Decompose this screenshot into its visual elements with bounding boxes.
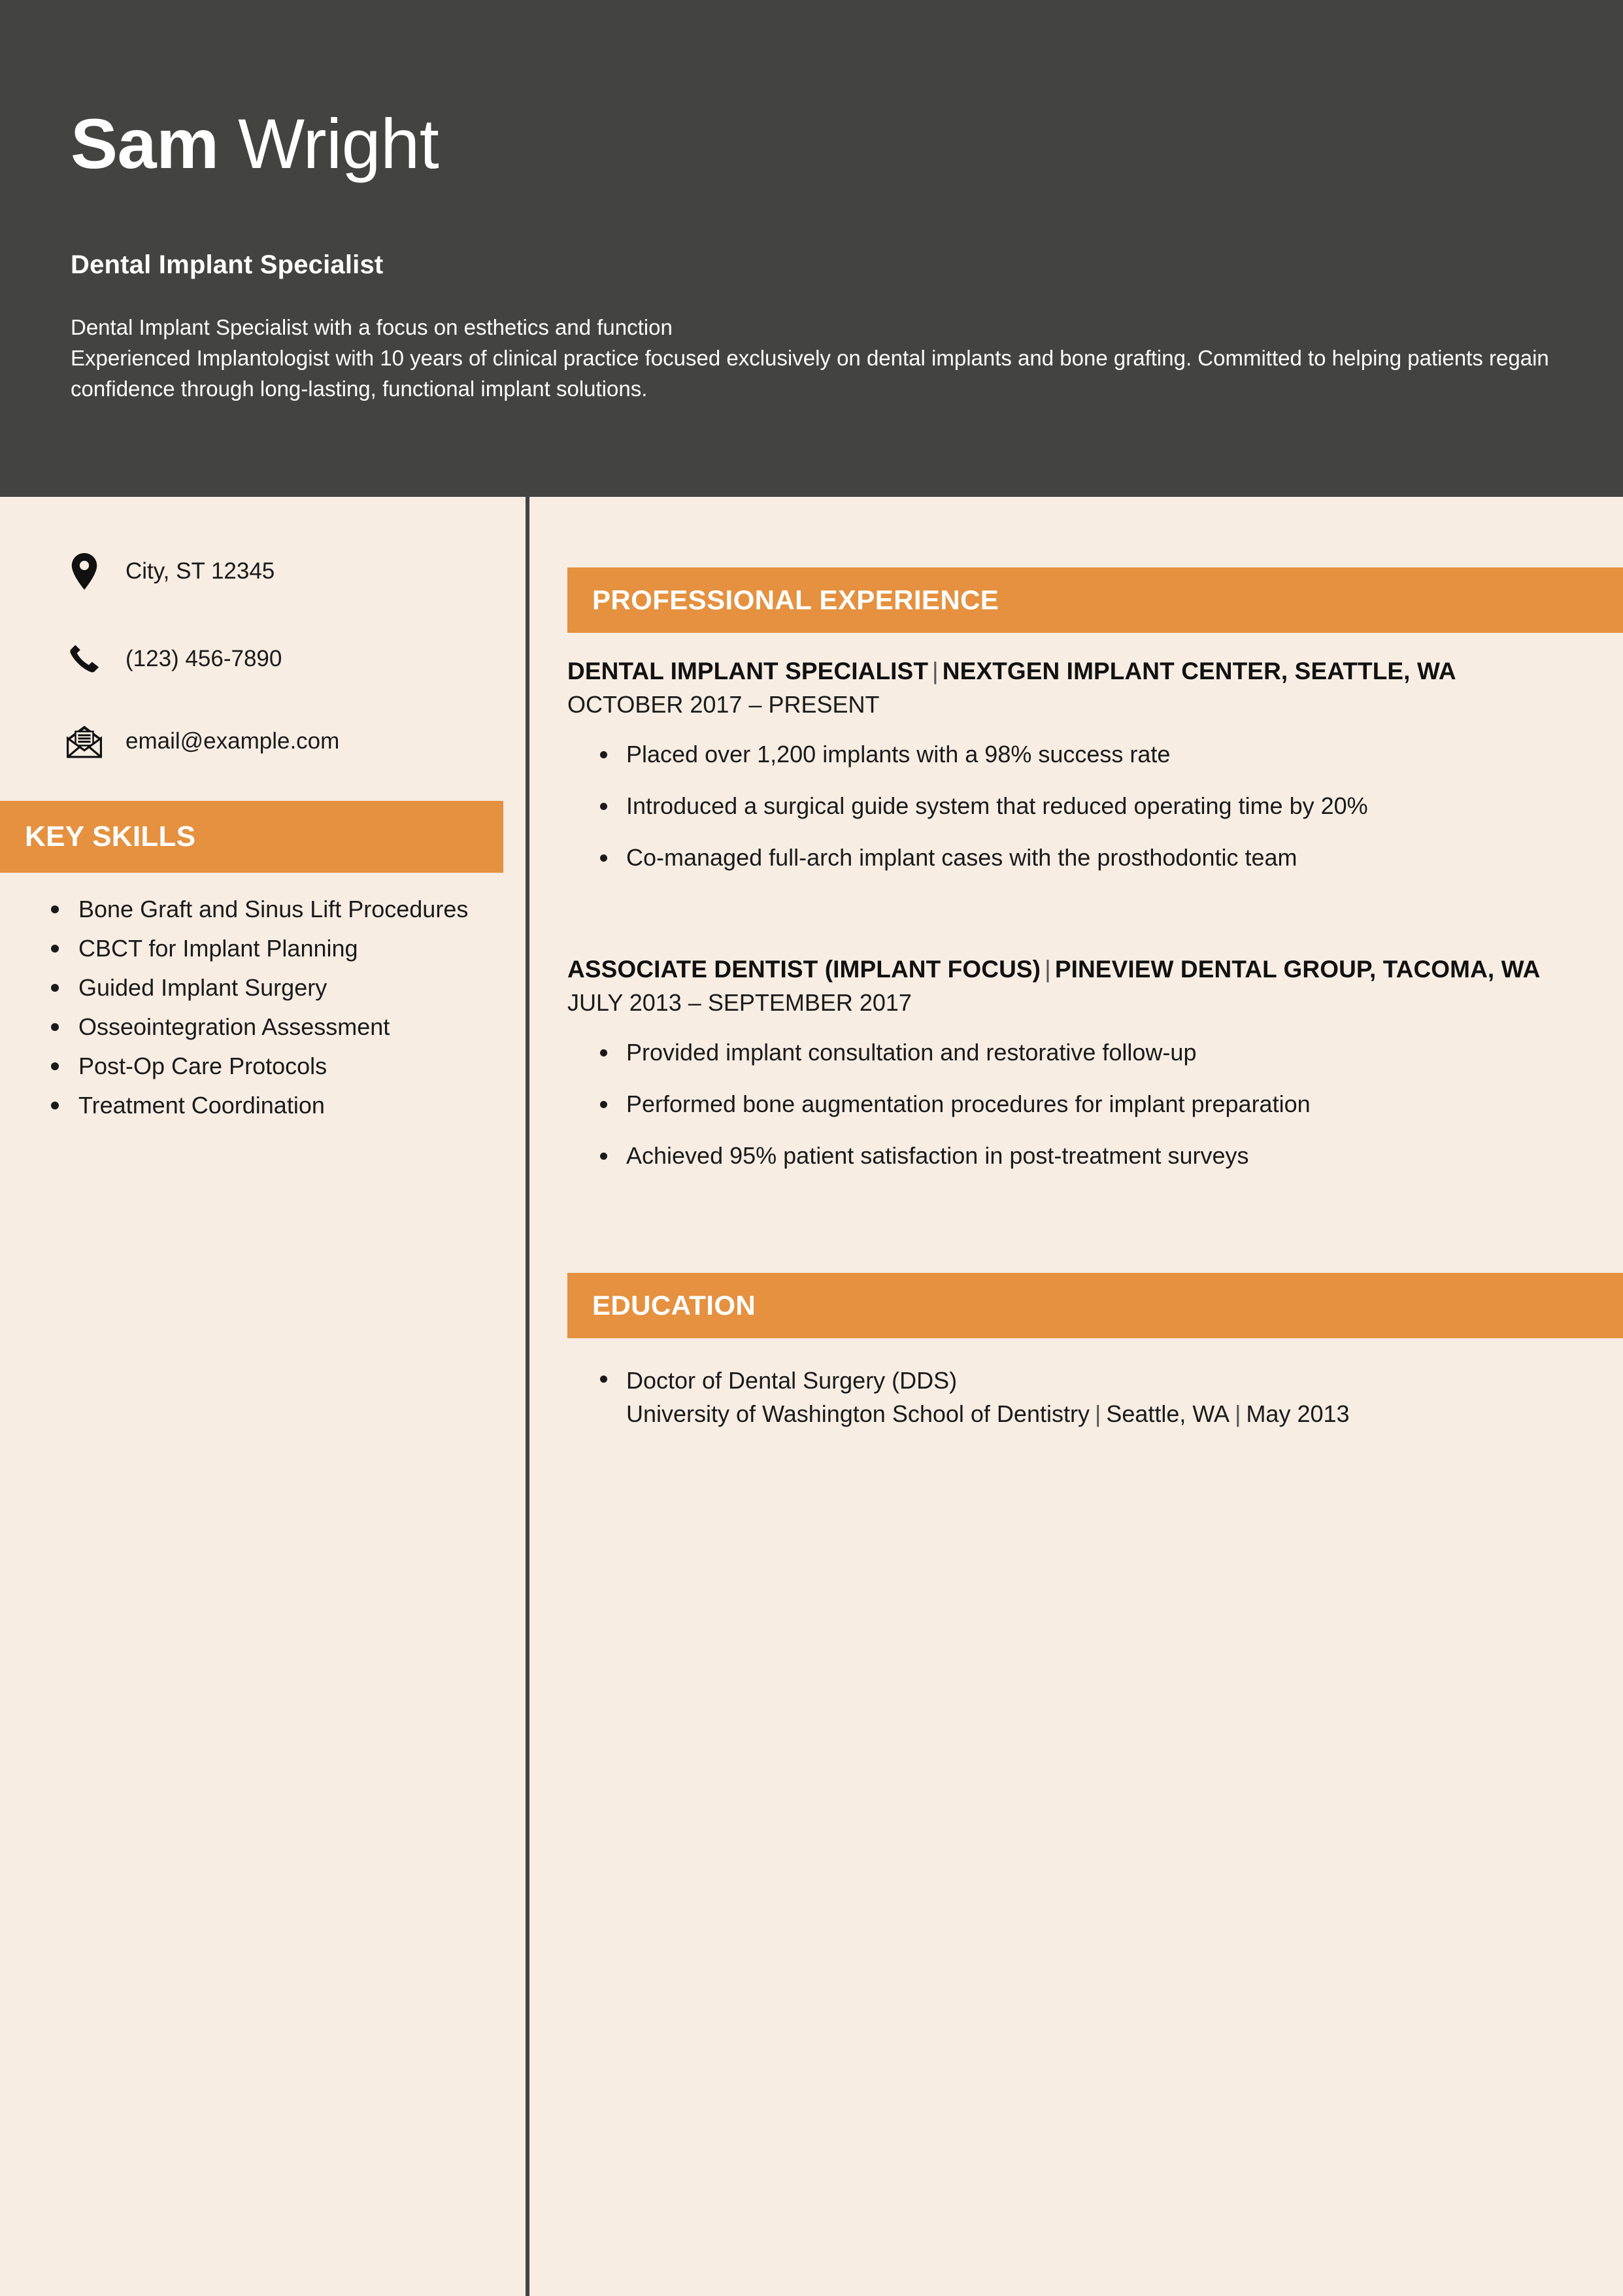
bullet-dot-icon [51, 1023, 59, 1031]
experience-entry [567, 954, 1613, 1192]
contact-email-text: email@example.com [125, 728, 340, 754]
experience-separator: | [1045, 956, 1051, 983]
candidate-summary [71, 312, 1554, 405]
list-item [39, 973, 497, 1003]
experience-dates: JULY 2013 – SEPTEMBER 2017 [567, 988, 912, 1016]
education-school: University of Washington School of Dentistry [626, 1400, 1090, 1428]
location-pin-icon [64, 551, 105, 592]
experience-dates: OCTOBER 2017 – PRESENT [567, 690, 880, 718]
experience-bullet-list [567, 1038, 1613, 1171]
experience-company: PINEVIEW DENTAL GROUP, TACOMA, WA [1054, 956, 1541, 983]
list-item [39, 1012, 497, 1042]
resume-header [0, 0, 1623, 497]
education-list [567, 1364, 1613, 1430]
experience-entry [567, 656, 1613, 894]
education-detail [626, 1397, 1613, 1430]
bullet-dot-icon [51, 1062, 59, 1070]
list-item [39, 1051, 497, 1081]
education-section-bar [567, 1273, 1623, 1338]
bullet-dot-icon [51, 984, 59, 992]
list-item [567, 1038, 1613, 1068]
bullet-dot-icon [600, 751, 607, 758]
list-item [39, 934, 497, 964]
bullet-dot-icon [600, 1376, 607, 1383]
candidate-name [71, 105, 439, 184]
list-item [567, 739, 1613, 770]
list-item [567, 1141, 1613, 1172]
experience-role: ASSOCIATE DENTIST (IMPLANT FOCUS) [567, 956, 1041, 983]
skill-label: Guided Implant Surgery [78, 974, 327, 1002]
bullet-text: Co-managed full-arch implant cases with the prosthodontic team [626, 844, 1297, 871]
experience-heading [567, 954, 1613, 985]
bullet-dot-icon [51, 905, 59, 913]
education-title: EDUCATION [592, 1290, 756, 1321]
candidate-last-name: Wright [218, 104, 439, 183]
contact-item-location[interactable] [64, 548, 275, 595]
experience-company: NEXTGEN IMPLANT CENTER, SEATTLE, WA [942, 658, 1456, 684]
contact-phone-text: (123) 456-7890 [125, 646, 282, 671]
bullet-dot-icon [600, 1049, 607, 1056]
list-item [567, 791, 1613, 822]
skill-label: Bone Graft and Sinus Lift Procedures [78, 896, 469, 922]
summary-line-1: Dental Implant Specialist with a focus on esthetics and function [71, 315, 673, 339]
skill-label: Osseointegration Assessment [78, 1013, 390, 1041]
experience-separator: | [932, 658, 939, 684]
list-item [567, 843, 1613, 873]
skill-label: CBCT for Implant Planning [78, 935, 358, 962]
list-item [39, 894, 497, 924]
education-degree: Doctor of Dental Surgery (DDS) [626, 1367, 958, 1394]
key-skills-list [39, 894, 497, 1130]
contact-item-email[interactable] [64, 718, 339, 765]
experience-heading [567, 656, 1613, 687]
education-separator-2: | [1235, 1400, 1241, 1428]
bullet-dot-icon [600, 1101, 607, 1108]
bullet-text: Achieved 95% patient satisfaction in post-treatment surveys [626, 1142, 1249, 1169]
education-date: May 2013 [1246, 1400, 1350, 1428]
key-skills-title: KEY SKILLS [25, 820, 196, 853]
bullet-dot-icon [51, 1102, 59, 1109]
skill-label: Post-Op Care Protocols [78, 1053, 327, 1080]
bullet-text: Introduced a surgical guide system that reduced operating time by 20% [626, 792, 1368, 820]
bullet-dot-icon [600, 1153, 607, 1160]
experience-bullet-list [567, 739, 1613, 873]
bullet-dot-icon [51, 945, 59, 953]
bullet-dot-icon [600, 803, 607, 810]
education-location: Seattle, WA [1106, 1400, 1230, 1428]
bullet-text: Performed bone augmentation procedures for implant preparation [626, 1090, 1311, 1118]
candidate-job-title: Dental Implant Specialist [71, 250, 384, 279]
summary-line-2: Experienced Implantologist with 10 years of clinical practice focused exclusively on dental implants and bone grafting. Committed to helping patients regain confidence through long-lasting, functional implant solutions. [71, 345, 1549, 401]
phone-icon [64, 639, 105, 679]
professional-experience-section-bar [567, 567, 1623, 633]
skill-label: Treatment Coordination [78, 1092, 325, 1119]
sidebar [0, 497, 526, 2296]
contact-location-text: City, ST 12345 [125, 558, 275, 584]
list-item [567, 1089, 1613, 1120]
bullet-dot-icon [600, 854, 607, 862]
education-separator-1: | [1094, 1400, 1101, 1428]
key-skills-section-bar [0, 801, 503, 873]
contact-item-phone[interactable] [64, 635, 282, 683]
experience-role: DENTAL IMPLANT SPECIALIST [567, 658, 929, 684]
email-envelope-icon [64, 721, 105, 762]
bullet-text: Placed over 1,200 implants with a 98% success rate [626, 741, 1171, 768]
list-item [567, 1364, 1613, 1430]
main-content [526, 497, 1623, 2296]
candidate-first-name: Sam [71, 104, 219, 183]
bullet-text: Provided implant consultation and restorative follow-up [626, 1039, 1197, 1066]
professional-experience-title: PROFESSIONAL EXPERIENCE [592, 584, 999, 615]
list-item [39, 1090, 497, 1121]
